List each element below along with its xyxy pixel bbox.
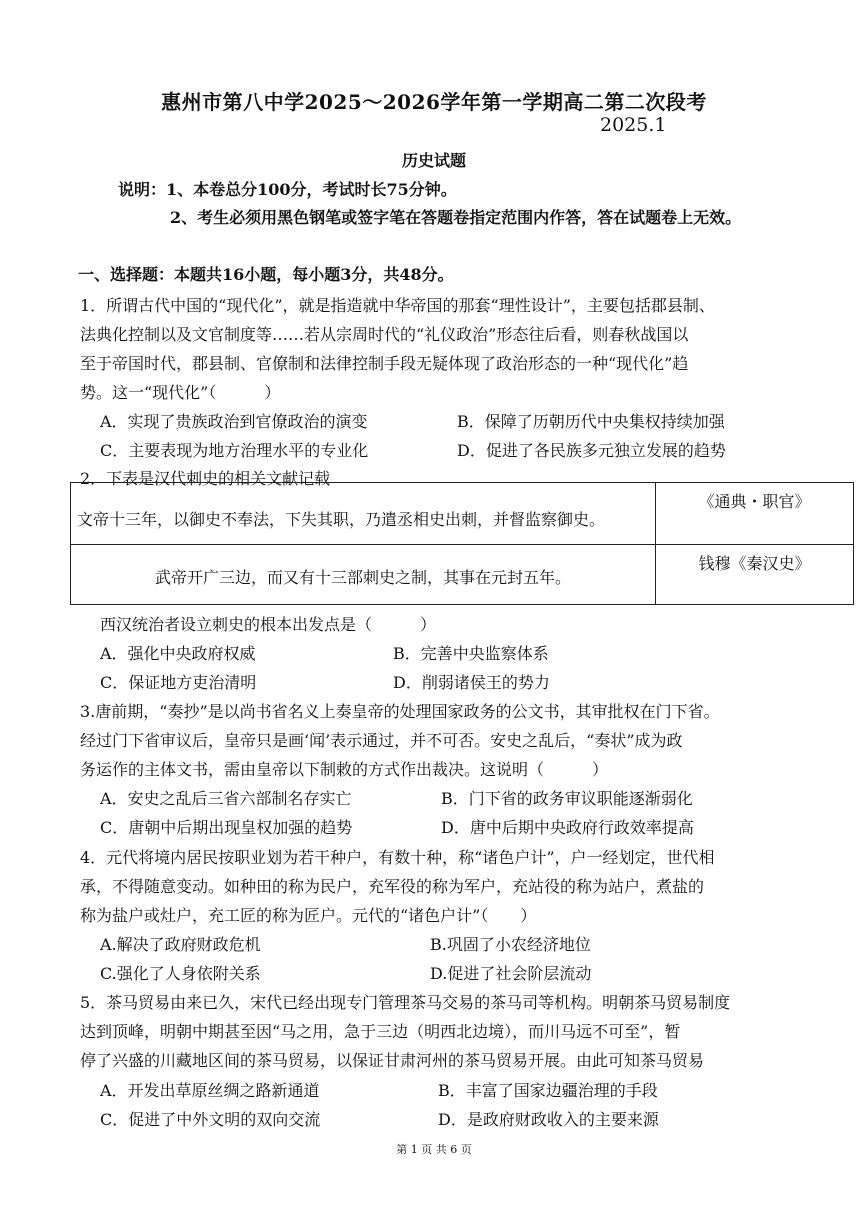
instruction-line-2: 2、考生必须用黑色钢笔或签字笔在答题卷指定范围内作答，答在试题卷上无效。 <box>170 208 742 227</box>
section-heading: 一、选择题：本题共16小题，每小题3分，共48分。 <box>78 265 454 284</box>
question-3-option-c: C．唐朝中后期出现皇权加强的趋势 <box>100 818 353 837</box>
table-cell-text: 文帝十三年，以御史不奉法，下失其职，乃遣丞相史出刺，并督监察御史。 <box>71 483 656 545</box>
table-cell-source: 钱穆《秦汉史》 <box>656 545 854 605</box>
question-1-option-d: D．促进了各民族多元独立发展的趋势 <box>457 441 726 460</box>
question-1-line-4: 势。这一“现代化”（ ） <box>80 383 281 402</box>
question-5-line-3: 停了兴盛的川藏地区间的茶马贸易，以保证甘肃河州的茶马贸易开展。由此可知茶马贸易 <box>80 1051 705 1070</box>
question-4-option-a: A.解决了政府财政危机 <box>100 935 261 954</box>
instruction-line-1: 说明：1、本卷总分100分，考试时长75分钟。 <box>118 180 457 199</box>
exam-title: 惠州市第八中学2025～2026学年第一学期高二第二次段考 <box>161 90 707 114</box>
question-3-option-b: B．门下省的政务审议职能逐渐弱化 <box>441 789 693 808</box>
table-row <box>71 483 854 545</box>
table-cell-source: 《通典・职官》 <box>656 483 854 545</box>
question-3-option-d: D．唐中后期中央政府行政效率提高 <box>441 818 694 837</box>
question-4-line-2: 承，不得随意变动。如种田的称为民户，充军役的称为军户，充站役的称为站户，煮盐的 <box>80 877 705 896</box>
question-1-option-a: A．实现了贵族政治到官僚政治的演变 <box>100 412 368 431</box>
question-2-option-d: D．削弱诸侯王的势力 <box>393 673 550 692</box>
source-table <box>70 482 854 605</box>
question-4-line-3: 称为盐户或灶户，充工匠的称为匠户。元代的“诸色户计”（ ） <box>80 906 537 925</box>
question-4-option-c: C.强化了人身依附关系 <box>100 964 261 983</box>
page-number: 第 1 页 共 6 页 <box>396 1143 472 1156</box>
question-5-line-2: 达到顶峰，明朝中期甚至因“马之用，急于三边（明西北边境），而川马远不可至”，暂 <box>80 1022 681 1041</box>
question-3-line-2: 经过门下省审议后，皇帝只是画‘闻’表示通过，并不可否。安史之乱后，“奏状”成为政 <box>80 731 683 750</box>
question-5-option-b: B．丰富了国家边疆治理的手段 <box>438 1081 658 1100</box>
question-2-option-b: B．完善中央监察体系 <box>393 644 549 663</box>
question-1-line-2: 法典化控制以及文官制度等……若从宗周时代的“礼仪政治”形态往后看，则春秋战国以 <box>80 325 689 344</box>
question-3-line-3: 务运作的主体文书，需由皇帝以下制敕的方式作出裁决。这说明（ ） <box>80 760 609 779</box>
question-5-option-d: D．是政府财政收入的主要来源 <box>438 1110 659 1129</box>
question-1-option-c: C．主要表现为地方治理水平的专业化 <box>100 441 369 460</box>
exam-date: 2025.1 <box>600 114 667 136</box>
question-1-line-1: 1．所谓古代中国的“现代化”，就是指造就中华帝国的那套“理性设计”，主要包括郡县制、 <box>80 296 715 315</box>
question-5-line-1: 5．茶马贸易由来已久，宋代已经出现专门管理茶马交易的茶马司等机构。明朝茶马贸易制度 <box>80 993 731 1012</box>
question-1-option-b: B．保障了历朝历代中央集权持续加强 <box>457 412 725 431</box>
question-1-line-3: 至于帝国时代，郡县制、官僚制和法律控制手段无疑体现了政治形态的一种“现代化”趋 <box>80 354 689 373</box>
question-4-line-1: 4．元代将境内居民按职业划为若干种户，有数十种，称“诸色户计”，户一经划定，世代相 <box>80 848 715 867</box>
question-4-option-b: B.巩固了小农经济地位 <box>430 935 591 954</box>
question-2-line-1: 2．下表是汉代刺史的相关文献记载 <box>80 469 331 488</box>
table-row <box>71 545 854 605</box>
question-2-stem: 西汉统治者设立刺史的根本出发点是（ ） <box>100 615 437 634</box>
question-5-option-c: C．促进了中外文明的双向交流 <box>100 1110 321 1129</box>
subject-title: 历史试题 <box>401 151 466 170</box>
question-5-option-a: A．开发出草原丝绸之路新通道 <box>100 1081 320 1100</box>
question-2-option-c: C．保证地方吏治清明 <box>100 673 257 692</box>
question-4-option-d: D.促进了社会阶层流动 <box>430 964 592 983</box>
question-2-option-a: A．强化中央政府权威 <box>100 644 256 663</box>
question-3-line-1: 3.唐前期，“奏抄”是以尚书省名义上奏皇帝的处理国家政务的公文书，其审批权在门下省。 <box>80 702 720 721</box>
table-cell-text: 武帝开广三边，而又有十三部刺史之制，其事在元封五年。 <box>71 545 656 605</box>
question-3-option-a: A．安史之乱后三省六部制名存实亡 <box>100 789 352 808</box>
